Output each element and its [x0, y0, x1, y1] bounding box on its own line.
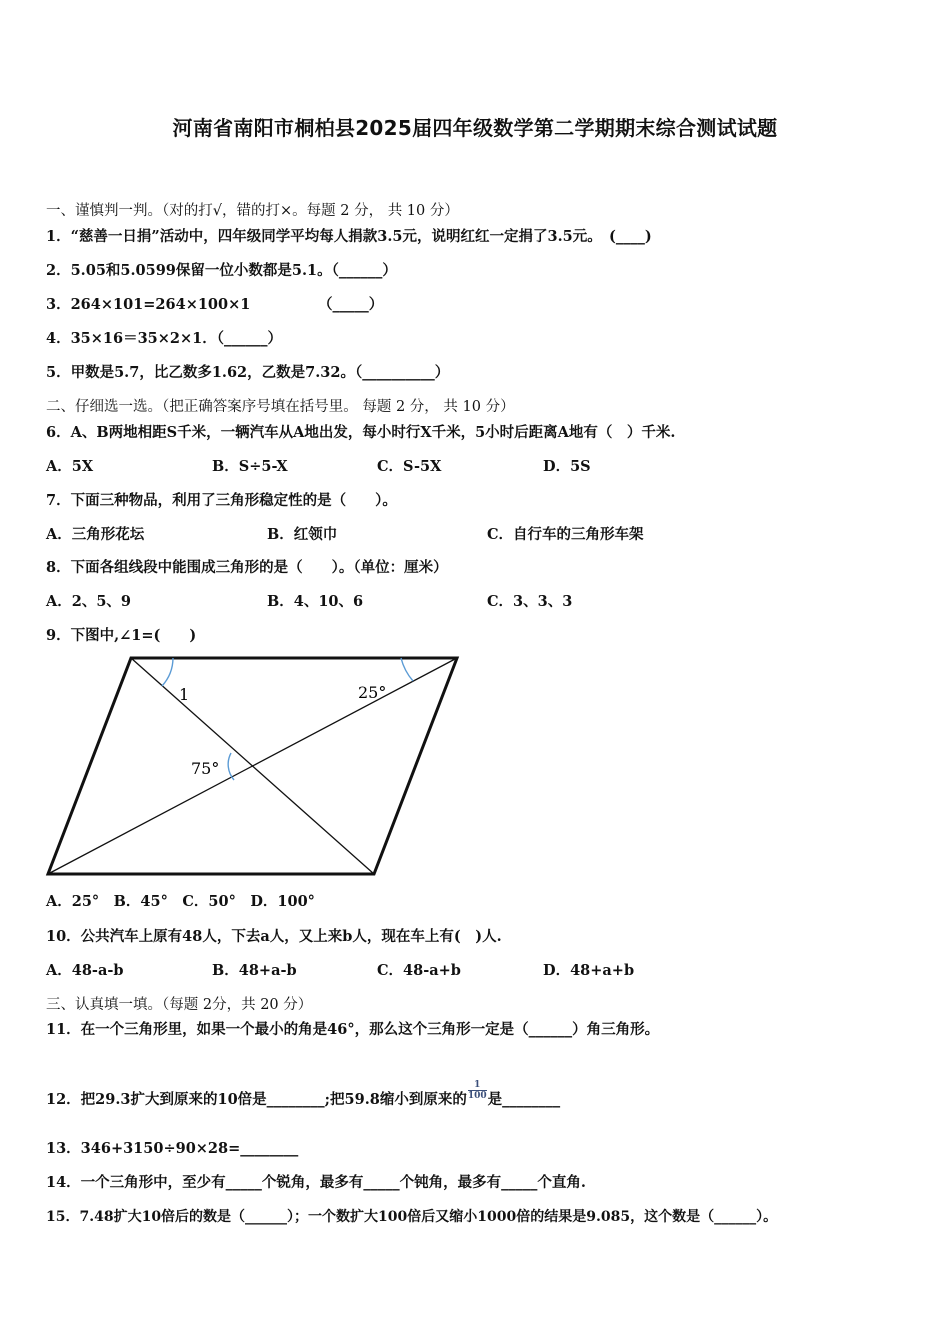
option: A．5X — [46, 458, 94, 475]
diagonal-2 — [48, 658, 457, 874]
question-3: 3．264×101=264×100×1 — [46, 296, 251, 313]
question-12-part-a: 12．把29.3扩大到原来的10倍是________;把59.8缩小到原来的 — [46, 1091, 467, 1108]
question-12 — [46, 1080, 560, 1109]
question-5: 5．甲数是5.7，比乙数多1.62，乙数是7.32。（__________） — [46, 364, 450, 381]
question-2: 2．5.05和5.0599保留一位小数都是5.1。（______） — [46, 262, 397, 279]
angle-75-label: 75° — [191, 759, 220, 778]
question-7: 7．下面三种物品，利用了三角形稳定性的是（ ）。 — [46, 492, 397, 509]
option: D．5S — [543, 458, 591, 475]
angle-1-label: 1 — [179, 685, 190, 704]
fraction — [468, 1080, 487, 1101]
option: C．3、3、3 — [487, 593, 573, 610]
question-6: 6．A、B两地相距S千米，一辆汽车从A地出发，每小时行X千米，5小时后距离A地有（ ）千米. — [46, 424, 676, 441]
option: B．S÷5-X — [212, 458, 288, 475]
question-4: 4．35×16＝35×2×1．（______） — [46, 330, 282, 347]
angle-1-arc — [162, 658, 173, 686]
option: C．自行车的三角形车架 — [487, 526, 644, 543]
question-3-blank: （_____） — [318, 296, 384, 313]
question-14: 14．一个三角形中，至少有_____个锐角，最多有_____个钝角，最多有_____个直角. — [46, 1174, 586, 1191]
question-1: 1．“慈善一日捐”活动中，四年级同学平均每人捐款3.5元，说明红红一定捐了3.5元。 (____) — [46, 228, 652, 245]
option: B．48+a-b — [212, 962, 297, 979]
section-1-heading: 一、谨慎判一判。（对的打√，错的打×。每题 2 分， 共 10 分） — [46, 203, 459, 219]
page-title: 河南省南阳市桐柏县2025届四年级数学第二学期期末综合测试试题 — [172, 116, 778, 140]
option: D．48+a+b — [543, 962, 635, 979]
fraction-denominator: 100 — [467, 1091, 487, 1101]
question-10: 10．公共汽车上原有48人，下去a人，又上来b人，现在车上有( )人. — [46, 928, 502, 945]
question-11: 11．在一个三角形里，如果一个最小的角是46°，那么这个三角形一定是（______）角三角形。 — [46, 1021, 660, 1038]
option: C．S-5X — [377, 458, 442, 475]
option: C．48-a+b — [377, 962, 461, 979]
question-12-part-b: 是________ — [487, 1091, 561, 1108]
angle-25-label: 25° — [358, 683, 387, 702]
option: A．48-a-b — [46, 962, 124, 979]
section-3-heading: 三、认真填一填。（每题 2分，共 20 分） — [46, 997, 313, 1013]
option: B．红领巾 — [267, 526, 338, 543]
question-9: 9．下图中,∠1=( ) — [46, 627, 197, 644]
angle-25-arc — [401, 658, 413, 681]
option: B．4、10、6 — [267, 593, 364, 610]
option: A．2、5、9 — [46, 593, 132, 610]
question-15: 15．7.48扩大10倍后的数是（______）；一个数扩大100倍后又缩小1000倍的结果是9.085，这个数是（______）。 — [46, 1209, 778, 1225]
fraction-numerator: 1 — [468, 1080, 487, 1091]
question-9-options: A．25° B．45° C．50° D．100° — [46, 893, 315, 910]
section-2-heading: 二、仔细选一选。（把正确答案序号填在括号里。 每题 2 分， 共 10 分） — [46, 399, 515, 415]
question-8: 8．下面各组线段中能围成三角形的是（ ）。（单位：厘米） — [46, 559, 448, 576]
option: A．三角形花坛 — [46, 526, 145, 543]
question-13: 13．346+3150÷90×28=________ — [46, 1140, 299, 1157]
parallelogram-figure — [40, 650, 470, 882]
